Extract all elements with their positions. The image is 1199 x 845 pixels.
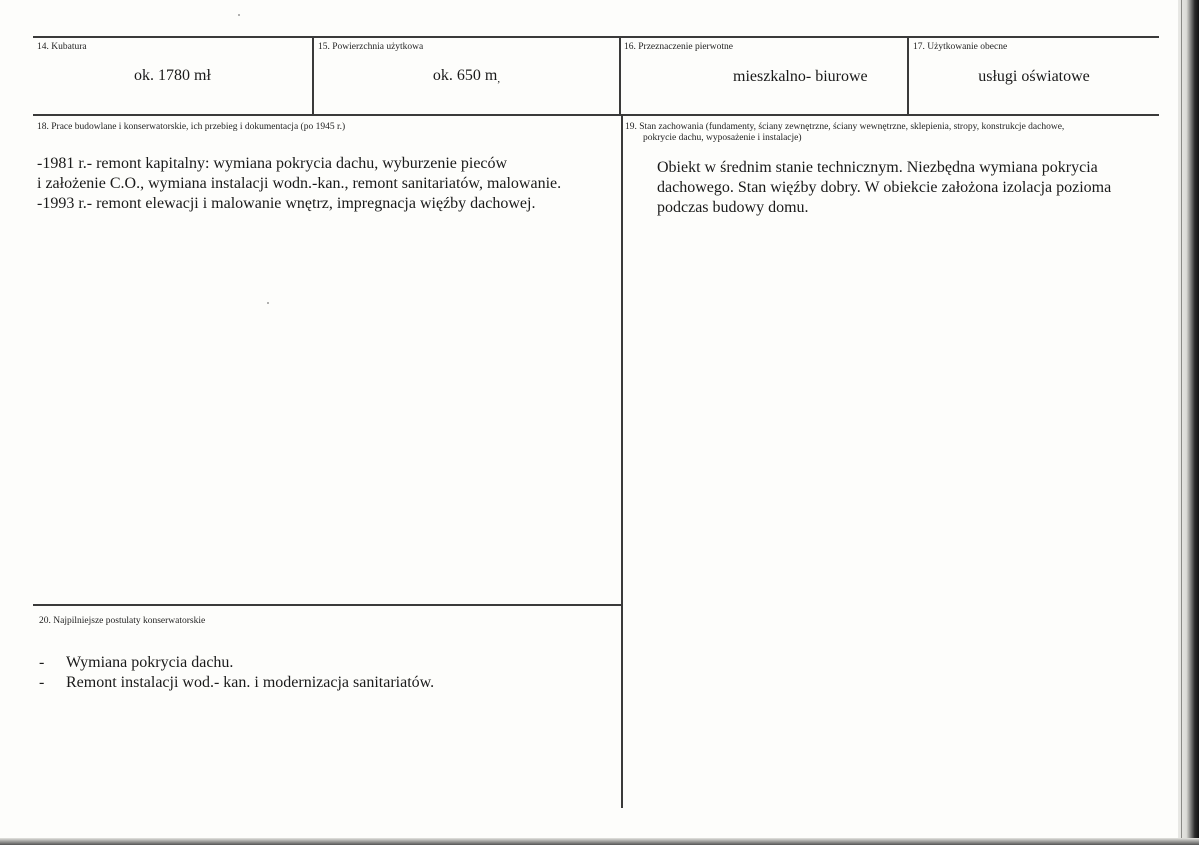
field-19-label-line2: pokrycie dachu, wyposażenie i instalacje) xyxy=(643,133,802,143)
field-15-value-wrap xyxy=(314,66,619,89)
rule-mid-divider xyxy=(621,114,623,808)
field-17-label: 17. Użytkowanie obecne xyxy=(913,42,1008,52)
field-15-value-suffix: , xyxy=(497,73,501,85)
field-18-line: i założenie C.O., wymiana instalacji wodn.-kan., remont sanitariatów, malowanie. xyxy=(37,175,562,192)
field-16-label: 16. Przeznaczenie pierwotne xyxy=(624,42,733,52)
field-19-line: podczas budowy domu. xyxy=(657,199,809,216)
field-18-label: 18. Prace budowlane i konserwatorskie, ich przebieg i dokumentacja (po 1945 r.) xyxy=(37,122,346,132)
field-16-value: mieszkalno- biurowe xyxy=(733,68,868,85)
field-17-value: usługi oświatowe xyxy=(978,68,1090,85)
field-14-label: 14. Kubatura xyxy=(37,42,87,52)
rule-top xyxy=(33,36,1159,38)
list-bullet: - xyxy=(39,654,45,671)
list-bullet: - xyxy=(39,674,45,691)
field-20-label: 20. Najpilniejsze postulaty konserwatorskie xyxy=(39,616,206,626)
scan-speck xyxy=(267,302,269,304)
rule-col-2 xyxy=(619,36,621,116)
field-19-text xyxy=(657,158,1111,218)
field-15-label: 15. Powierzchnia użytkowa xyxy=(318,42,424,52)
field-18-line: -1993 r.- remont elewacji i malowanie wnętrz, impregnacja więźby dachowej. xyxy=(37,195,536,212)
field-18-line: -1981 r.- remont kapitalny: wymiana pokrycia dachu, wyburzenie pieców xyxy=(37,155,508,172)
scan-speck xyxy=(238,14,240,16)
field-14-value: ok. 1780 mł xyxy=(134,67,211,84)
scan-edge-right xyxy=(1178,0,1199,845)
field-19-line: Obiekt w średnim stanie technicznym. Niezbędna wymiana pokrycia xyxy=(657,159,1098,176)
list-item-text: Remont instalacji wod.- kan. i modernizacja sanitariatów. xyxy=(66,674,435,691)
scan-edge-line xyxy=(1181,0,1182,845)
field-15-value: ok. 650 m xyxy=(432,67,498,84)
rule-row1-bottom xyxy=(33,114,1159,116)
rule-field20-top xyxy=(33,604,622,606)
scan-edge-bottom xyxy=(0,838,1199,845)
field-19-line: dachowego. Stan więźby dobry. W obiekcie założona izolacja pozioma xyxy=(657,179,1112,196)
list-item-text: Wymiana pokrycia dachu. xyxy=(66,654,234,671)
field-18-text xyxy=(37,154,561,214)
field-19-label-line1: 19. Stan zachowania (fundamenty, ściany zewnętrzne, ściany wewnętrzne, sklepienia, stropy, konstrukcje dachowe, xyxy=(625,122,1065,132)
